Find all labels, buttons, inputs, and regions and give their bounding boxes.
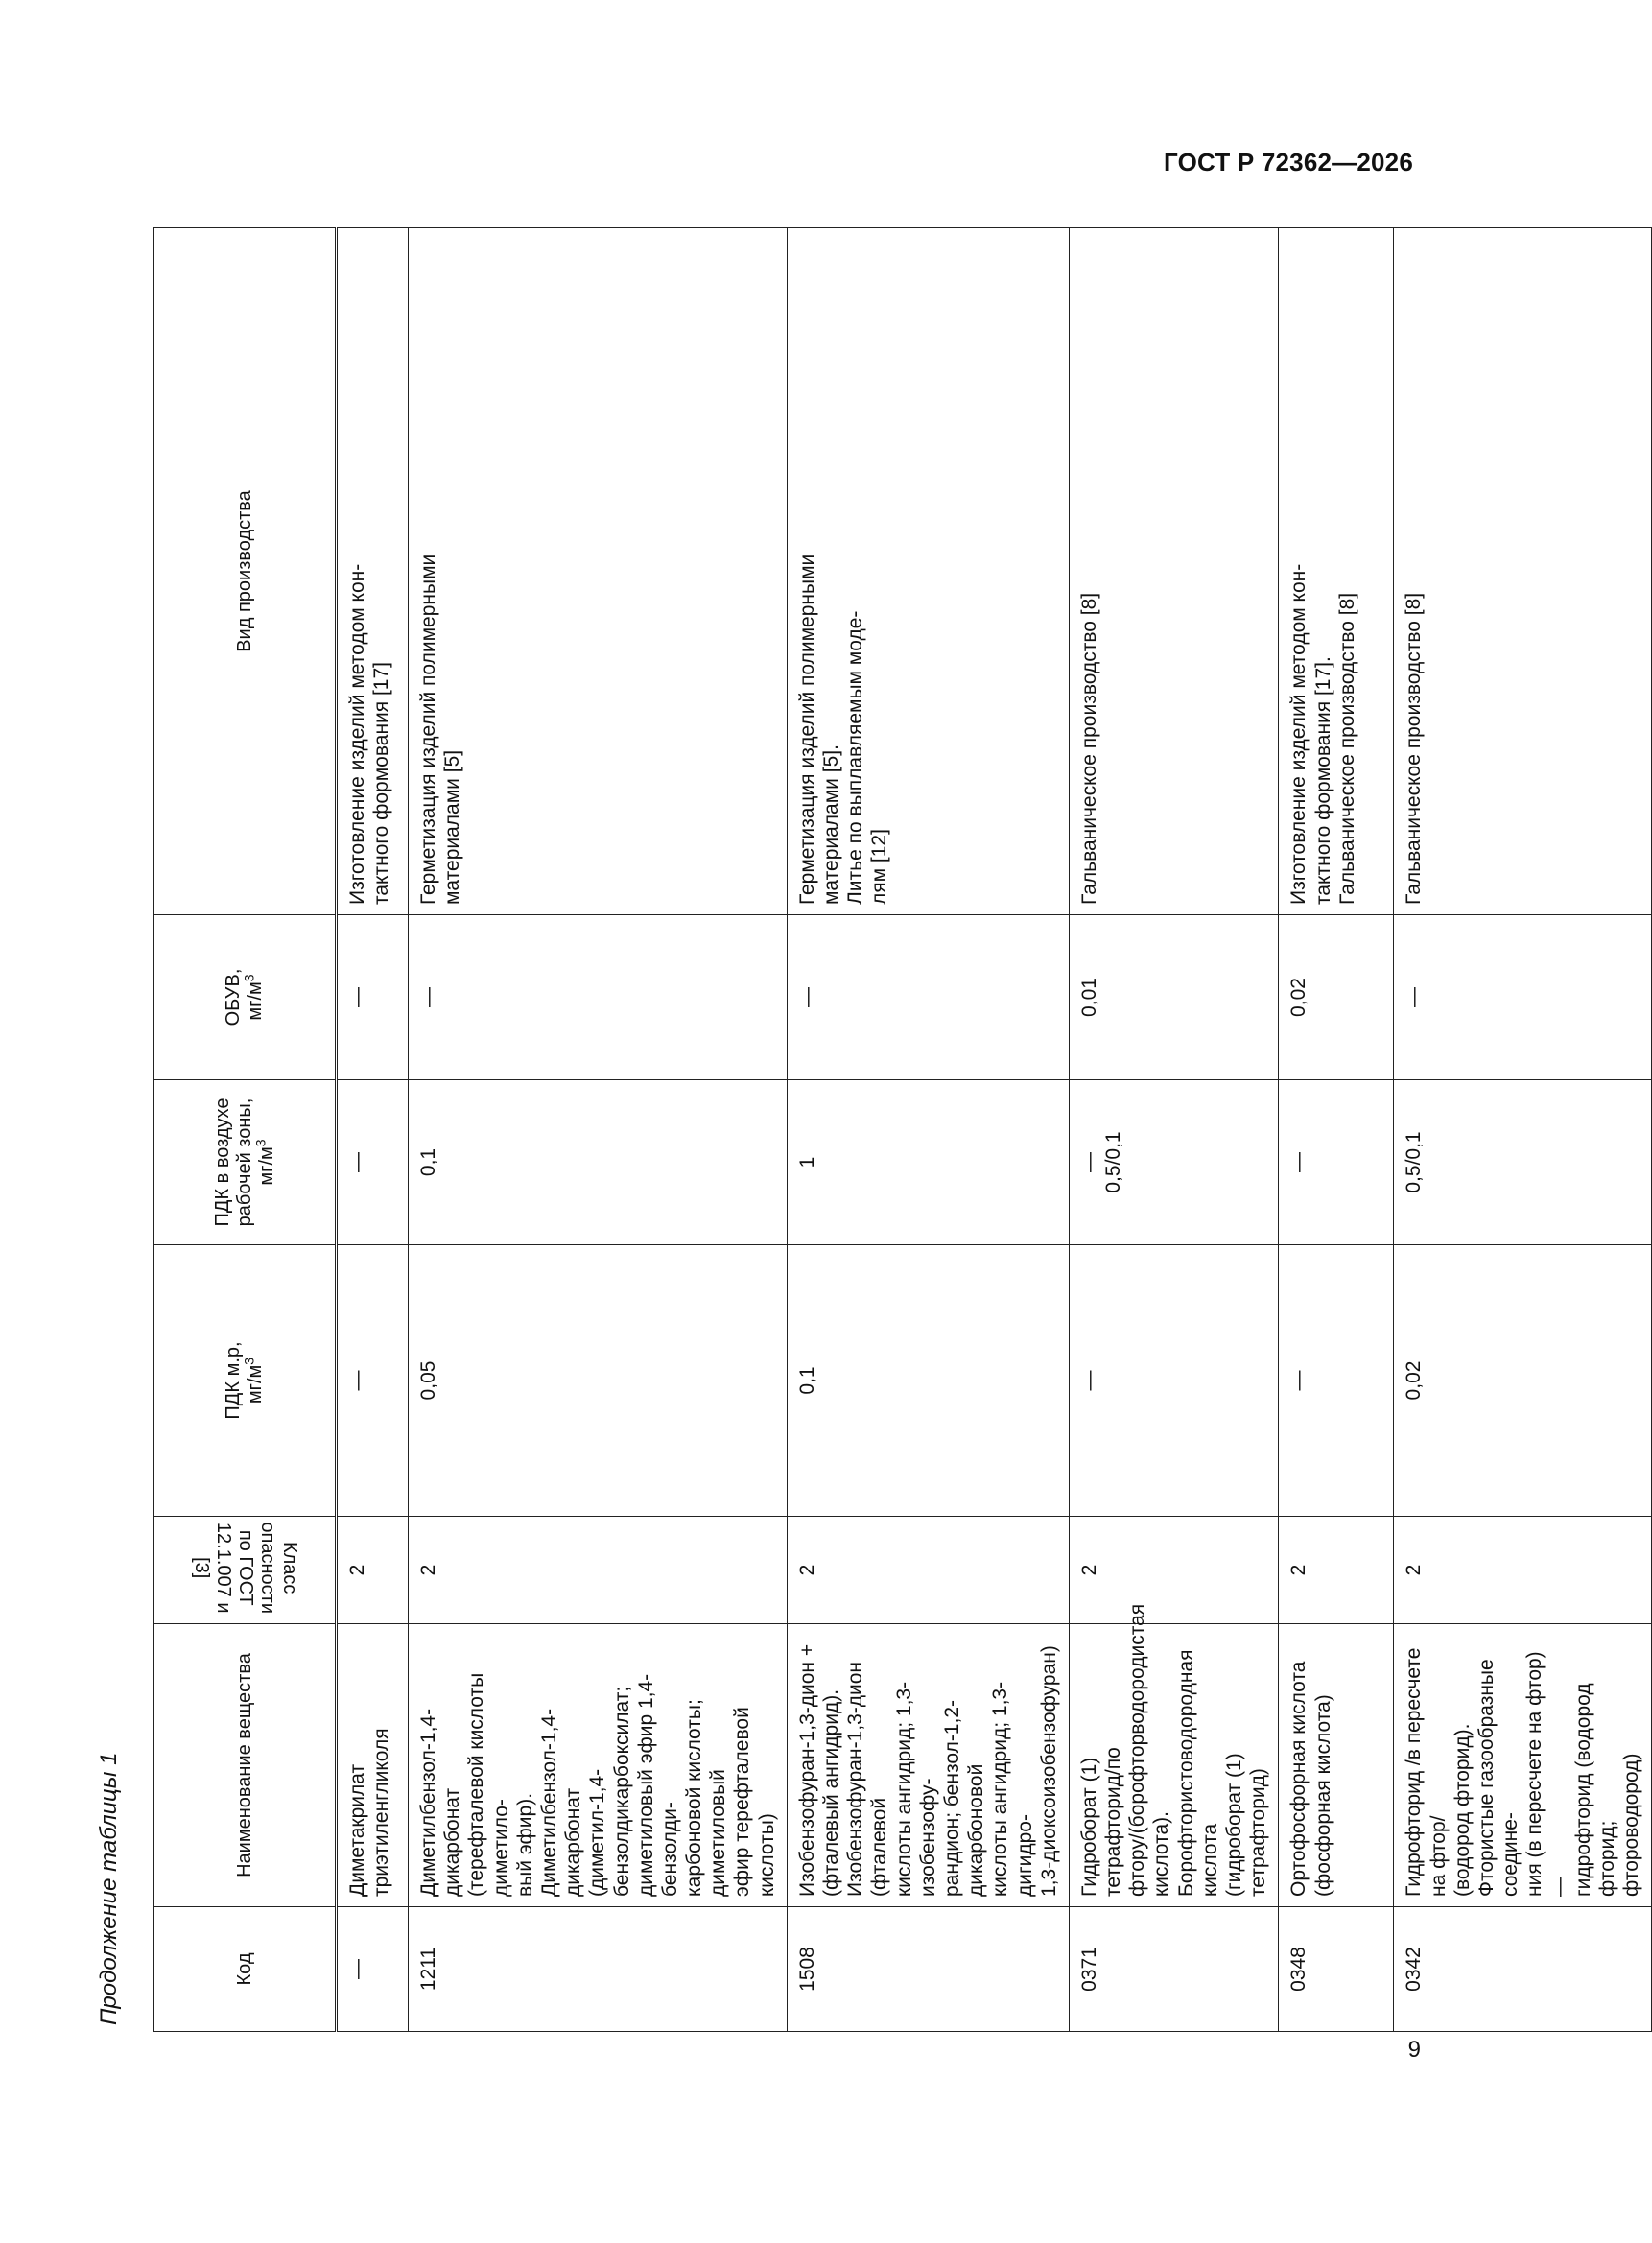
cell-pdk-mr: 0,02 (1394, 1245, 1652, 1517)
cell-code: 0348 (1279, 1907, 1394, 2032)
cell-code: 1211 (409, 1907, 788, 2032)
cell-pdk-mr: 0,05 (409, 1245, 788, 1517)
cell-code: 1508 (787, 1907, 1069, 2032)
cell-class: 2 (787, 1517, 1069, 1624)
cell-pdk-rz (1069, 1080, 1279, 1245)
cell-production: Гальваническое производство [8] (1069, 228, 1279, 915)
rotated-table-area (96, 225, 1643, 2039)
page-number: 9 (1407, 2037, 1421, 2063)
cell-pdk-rz: 0,5/0,1 (1394, 1080, 1652, 1245)
cell-obuv: 0,02 (1279, 915, 1394, 1080)
class-header-text: Класс опасности по ГОСТ 12.1.007 и [3] (190, 1522, 300, 1614)
cell-name: Ортофосфорная кислота (фосфорная кислота) (1279, 1624, 1394, 1907)
cell-name: Диметакрилат триэтиленгликоля (337, 1624, 409, 1907)
cell-pdk-mr: — (1279, 1245, 1394, 1517)
cell-obuv: — (1394, 915, 1652, 1080)
cell-production: Изготовление изделий методом кон- тактного формования [17]. Гальваническое производство [8] (1279, 228, 1394, 915)
table-row (787, 228, 1069, 2032)
table-row (409, 228, 788, 2032)
cell-pdk-rz: 1 (787, 1080, 1069, 1245)
cell-production: Изготовление изделий методом кон- тактного формования [17] (337, 228, 409, 915)
cell-code: 0342 (1394, 1907, 1652, 2032)
cell-code: 0371 (1069, 1907, 1279, 2032)
cell-production: Герметизация изделий полимерными материалами [5] (409, 228, 788, 915)
cell-obuv: — (337, 915, 409, 1080)
cell-pdk-mr: — (1069, 1245, 1279, 1517)
pdk-rz-fraction: — 0,5/0,1 (1077, 1131, 1125, 1193)
cell-name: Гидроборат (1) тетрафторид/по фтору/(борофторводородистая кислота). Борофтористоводородная кислота (гидроборат (1) тетрафторид) (1069, 1624, 1279, 1907)
table-header-row (154, 228, 337, 2032)
col-header-code: Код (154, 1907, 337, 2032)
substances-table (153, 227, 1652, 2032)
table-row (1069, 228, 1279, 2032)
cell-class: 2 (1279, 1517, 1394, 1624)
cell-pdk-rz: — (337, 1080, 409, 1245)
cell-class: 2 (1394, 1517, 1652, 1624)
cell-name: Изобензофуран-1,3-дион + (фталевый ангидрид). Изобензофуран-1,3-дион (фталевой кислоты ангидрид; 1,3-изобензофу- рандион; бензол-1,2-дикарбоновой кислоты ангидрид; 1,3-дигидро- 1,3-диоксоизобензофуран) (787, 1624, 1069, 1907)
col-header-production: Вид производства (154, 228, 337, 915)
cell-production: Гальваническое производство [8] (1394, 228, 1652, 915)
cell-pdk-mr: — (337, 1245, 409, 1517)
cell-pdk-rz: — (1279, 1080, 1394, 1245)
col-header-pdk-rz: ПДК в воздухе рабочей зоны, $мг/м^3$ (154, 1080, 337, 1245)
cell-pdk-mr: 0,1 (787, 1245, 1069, 1517)
cell-code: — (337, 1907, 409, 2032)
cell-obuv: — (787, 915, 1069, 1080)
col-header-pdk-mr: ПДК м.р, $мг/м^3$ (154, 1245, 337, 1517)
cell-name: Диметилбензол-1,4-дикарбонат (терефталевой кислоты диметило- вый эфир). Диметилбензол-1,4-дикарбонат (диметил-1,4-бензолдикарбоксилат; диметиловый эфир 1,4-бензолди- карбоновой кислоты; диметиловый эфир терефталевой кислоты) (409, 1624, 788, 1907)
col-header-obuv: ОБУВ, $мг/м^3$ (154, 915, 337, 1080)
table-row (1394, 228, 1652, 2032)
col-header-name: Наименование вещества (154, 1624, 337, 1907)
table-row (1279, 228, 1394, 2032)
cell-name: Гидрофторид /в пересчете на фтор/ (водород фторид). Фтористые газообразные соедине- ния (в пересчете на фтор) — гидрофторид (водород фторид; фтороводород) (1394, 1624, 1652, 1907)
cell-pdk-rz: 0,1 (409, 1080, 788, 1245)
cell-class: 2 (409, 1517, 788, 1624)
cell-class: 2 (337, 1517, 409, 1624)
cell-class: 2 (1069, 1517, 1279, 1624)
cell-production: Герметизация изделий полимерными материалами [5]. Литье по выплавляемым моде- лям [12] (787, 228, 1069, 915)
col-header-class (154, 1517, 337, 1624)
cell-obuv: 0,01 (1069, 915, 1279, 1080)
table-caption: Продолжение таблицы 1 (96, 1752, 122, 2025)
table-row (337, 228, 409, 2032)
standard-designation: ГОСТ Р 72362—2026 (1164, 148, 1413, 177)
cell-obuv: — (409, 915, 788, 1080)
